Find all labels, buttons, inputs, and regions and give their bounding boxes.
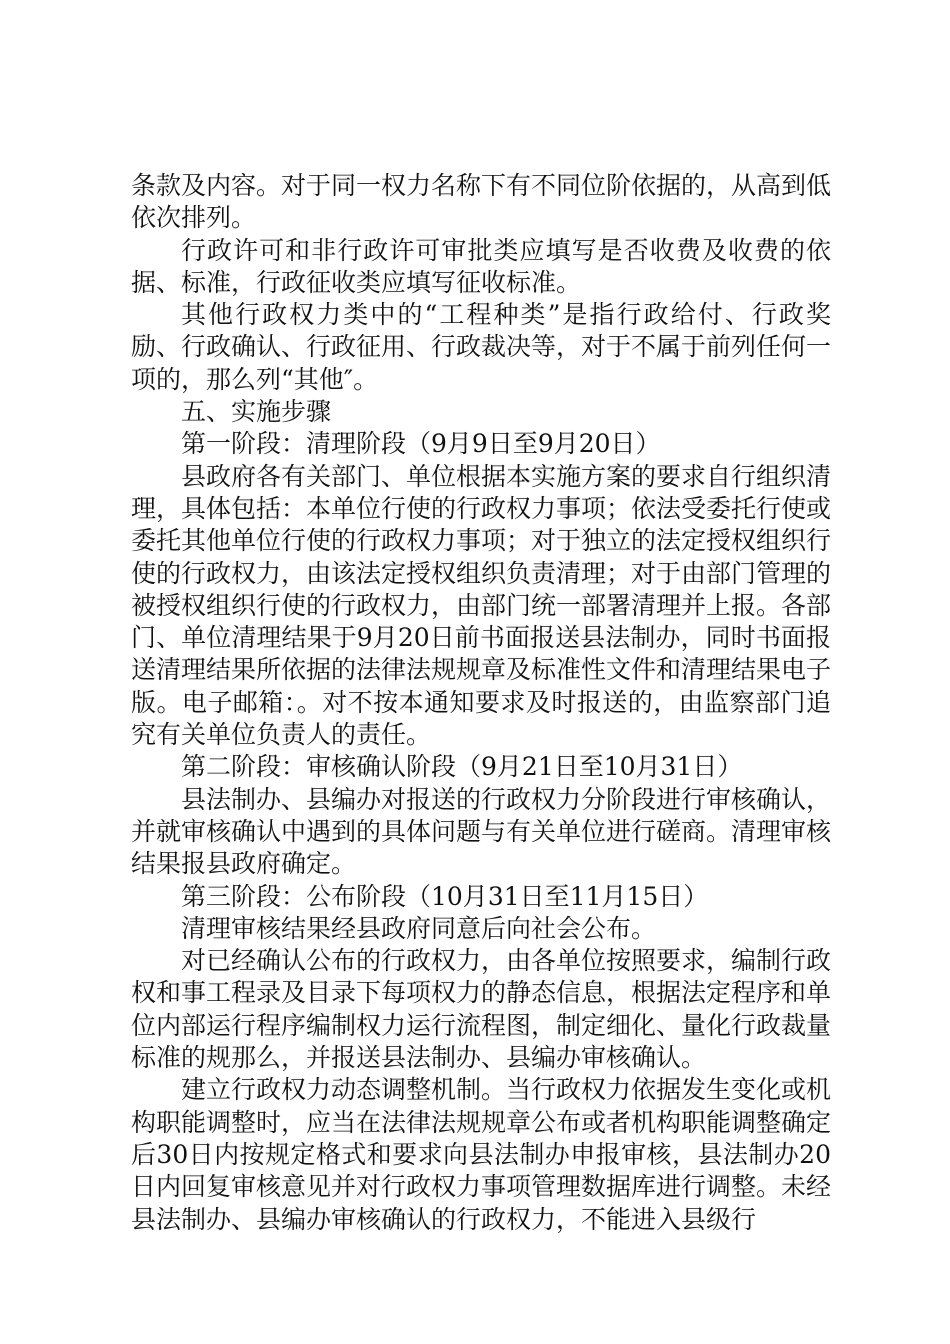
paragraph-fee-requirements: 行政许可和非行政许可审批类应填写是否收费及收费的依据、标准，行政征收类应填写征收标准。	[131, 235, 831, 297]
paragraph-continuation: 条款及内容。对于同一权力名称下有不同位阶依据的，从高到低依次排列。	[131, 171, 832, 233]
stage-two-heading: 第二阶段：审核确认阶段（9月21日至10月31日）	[181, 752, 743, 782]
paragraph-confirmed-powers: 对已经确认公布的行政权力，由各单位按照要求，编制行政权和事工程录及目录下每项权力的静态信息，根据法定程序和单位内部运行程序编制权力运行流程图，制定细化、量化行政裁量标准的规那么，并报送县法制办、县编办审核确认。	[131, 946, 832, 1073]
section-heading-implementation-steps: 五、实施步骤	[181, 397, 332, 427]
stage-three-heading: 第三阶段：公布阶段（10月31日至11月15日）	[181, 881, 709, 911]
document-body	[131, 170, 831, 1236]
paragraph-dynamic-adjustment: 建立行政权力动态调整机制。当行政权力依据发生变化或机构职能调整时，应当在法律法规规章公布或者机构职能调整确定后30日内按规定格式和要求向县法制办申报审核，县法制办20日内回复审核意见并对行政权力事项管理数据库进行调整。未经县法制办、县编办审核确认的行政权力，不能进入县级行	[131, 1075, 832, 1234]
paragraph-other-power-types: 其他行政权力类中的“工程种类”是指行政给付、行政奖励、行政确认、行政征用、行政裁决等，对于不属于前列任何一项的，那么列“其他″。	[131, 300, 832, 394]
paragraph-stage-one-details: 县政府各有关部门、单位根据本实施方案的要求自行组织清理，具体包括：本单位行使的行政权力事项；依法受委托行使或委托其他单位行使的行政权力事项；对于独立的法定授权组织行使的行政权力，由该法定授权组织负责清理；对于由部门管理的被授权组织行使的行政权力，由部门统一部署清理并上报。各部门、单位清理结果于9月20日前书面报送县法制办，同时书面报送清理结果所依据的法律法规规章及标准性文件和清理结果电子版。电子邮箱：。对不按本通知要求及时报送的，由监察部门追究有关单位负责人的责任。	[131, 461, 832, 750]
stage-one-heading: 第一阶段：清理阶段（9月9日至9月20日）	[181, 429, 661, 459]
paragraph-stage-three-details: 清理审核结果经县政府同意后向社会公布。	[181, 913, 657, 943]
paragraph-stage-two-details: 县法制办、县编办对报送的行政权力分阶段进行审核确认，并就审核确认中遇到的具体问题与有关单位进行磋商。清理审核结果报县政府确定。	[131, 784, 832, 879]
